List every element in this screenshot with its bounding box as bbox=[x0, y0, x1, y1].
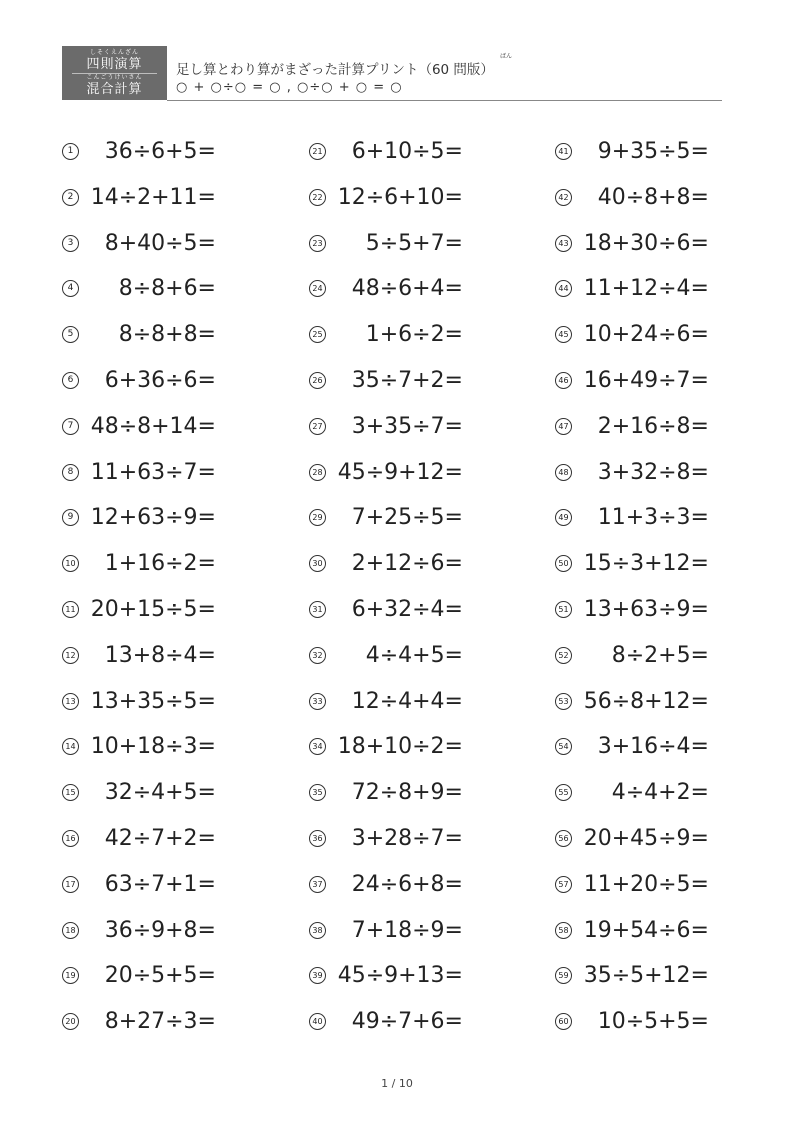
badge-bottom-ruby: こんごうけいさん bbox=[86, 74, 143, 81]
problem-expression: 4÷4+5= bbox=[365, 642, 463, 668]
problem-item bbox=[555, 916, 715, 946]
problem-number: 44 bbox=[555, 280, 572, 297]
problem-expression: 3+28÷7= bbox=[351, 826, 463, 851]
problem-number: 45 bbox=[555, 326, 572, 343]
problem-number: 33 bbox=[309, 693, 326, 710]
problem-item bbox=[309, 320, 469, 350]
problem-number: 38 bbox=[309, 922, 326, 939]
badge-bottom-label: 混合計算 bbox=[86, 82, 143, 97]
problem-expression: 8+40÷5= bbox=[104, 230, 216, 256]
problem-number: 60 bbox=[555, 1013, 572, 1030]
problem-number: 2 bbox=[62, 189, 79, 206]
problem-number: 17 bbox=[62, 876, 79, 893]
problem-expression: 3+16÷4= bbox=[597, 734, 709, 760]
problem-expression: 15÷3+12= bbox=[583, 551, 709, 577]
problem-item bbox=[62, 320, 222, 350]
problem-number: 15 bbox=[62, 784, 79, 801]
problem-expression: 19+54÷6= bbox=[583, 917, 709, 943]
problem-expression: 18+30÷6= bbox=[583, 230, 709, 256]
problem-expression: 20÷5+5= bbox=[104, 963, 216, 989]
problem-item bbox=[555, 320, 715, 350]
problem-item bbox=[309, 549, 469, 579]
problem-item bbox=[309, 595, 469, 625]
problem-item bbox=[309, 412, 469, 442]
problem-number: 20 bbox=[62, 1013, 79, 1030]
problem-number: 5 bbox=[62, 326, 79, 343]
problem-expression: 72÷8+9= bbox=[351, 780, 463, 806]
problem-item bbox=[555, 687, 715, 717]
problem-number: 31 bbox=[309, 601, 326, 618]
problem-item bbox=[555, 503, 715, 533]
problem-number: 48 bbox=[555, 464, 572, 481]
problem-expression: 1+6÷2= bbox=[365, 322, 463, 348]
page-subtitle: ○ + ○÷○ = ○ , ○÷○ + ○ = ○ bbox=[176, 80, 403, 95]
problem-expression: 8÷8+8= bbox=[118, 322, 216, 348]
problem-expression: 14÷2+11= bbox=[90, 184, 216, 210]
problem-expression: 13+8÷4= bbox=[104, 642, 216, 668]
problem-number: 12 bbox=[62, 647, 79, 664]
category-badge bbox=[62, 46, 167, 100]
problem-number: 18 bbox=[62, 922, 79, 939]
problem-expression: 12+63÷9= bbox=[90, 505, 216, 531]
problem-item bbox=[62, 595, 222, 625]
problem-item bbox=[62, 824, 222, 854]
problem-item bbox=[62, 961, 222, 991]
problem-number: 57 bbox=[555, 876, 572, 893]
problem-number: 29 bbox=[309, 509, 326, 526]
problem-number: 10 bbox=[62, 555, 79, 572]
problem-number: 3 bbox=[62, 235, 79, 252]
problem-number: 52 bbox=[555, 647, 572, 664]
problem-item bbox=[309, 961, 469, 991]
problem-expression: 6+32÷4= bbox=[351, 597, 463, 622]
problem-expression: 18+10÷2= bbox=[337, 734, 463, 760]
problem-item bbox=[309, 732, 469, 762]
title-ruby: ばん bbox=[500, 53, 513, 60]
problem-item bbox=[309, 916, 469, 946]
problem-expression: 10+18÷3= bbox=[90, 734, 216, 760]
problem-expression: 12÷6+10= bbox=[337, 184, 463, 210]
problem-number: 40 bbox=[309, 1013, 326, 1030]
problem-item bbox=[555, 1007, 715, 1037]
problem-expression: 7+25÷5= bbox=[351, 505, 463, 531]
problem-expression: 6+36÷6= bbox=[104, 368, 216, 393]
problem-expression: 13+63÷9= bbox=[583, 597, 709, 622]
problem-item bbox=[555, 229, 715, 259]
problem-expression: 48÷6+4= bbox=[351, 276, 463, 302]
problem-number: 7 bbox=[62, 418, 79, 435]
problem-expression: 16+49÷7= bbox=[583, 368, 709, 393]
problem-expression: 24÷6+8= bbox=[351, 871, 463, 897]
problem-item bbox=[555, 778, 715, 808]
problem-item bbox=[309, 229, 469, 259]
badge-top-ruby: しそくえんざん bbox=[89, 49, 139, 56]
page-number: 1 / 10 bbox=[381, 1077, 413, 1090]
problem-item bbox=[555, 824, 715, 854]
problem-expression: 35÷7+2= bbox=[351, 368, 463, 393]
problem-expression: 11+20÷5= bbox=[583, 871, 709, 897]
problem-item bbox=[62, 503, 222, 533]
problem-item bbox=[309, 183, 469, 213]
problem-item bbox=[555, 274, 715, 304]
problem-item bbox=[309, 274, 469, 304]
problem-expression: 12÷4+4= bbox=[351, 688, 463, 714]
problem-number: 43 bbox=[555, 235, 572, 252]
problem-number: 37 bbox=[309, 876, 326, 893]
problem-item bbox=[555, 137, 715, 167]
problem-number: 32 bbox=[309, 647, 326, 664]
problem-item bbox=[62, 687, 222, 717]
problem-item bbox=[309, 1007, 469, 1037]
problem-expression: 7+18÷9= bbox=[351, 917, 463, 943]
problem-expression: 2+12÷6= bbox=[351, 551, 463, 577]
problem-expression: 20+15÷5= bbox=[90, 597, 216, 622]
problem-item bbox=[555, 549, 715, 579]
problem-number: 41 bbox=[555, 143, 572, 160]
problem-number: 13 bbox=[62, 693, 79, 710]
problem-number: 34 bbox=[309, 738, 326, 755]
problem-item bbox=[62, 458, 222, 488]
problem-number: 1 bbox=[62, 143, 79, 160]
problem-expression: 8÷2+5= bbox=[611, 642, 709, 668]
problem-expression: 49÷7+6= bbox=[351, 1009, 463, 1035]
problem-item bbox=[309, 778, 469, 808]
problem-item bbox=[555, 366, 715, 396]
problem-item bbox=[62, 1007, 222, 1037]
problem-expression: 10+24÷6= bbox=[583, 322, 709, 348]
problem-expression: 40÷8+8= bbox=[597, 184, 709, 210]
problem-item bbox=[62, 229, 222, 259]
problem-item bbox=[309, 870, 469, 900]
problem-number: 23 bbox=[309, 235, 326, 252]
problem-item bbox=[309, 687, 469, 717]
problem-item bbox=[555, 641, 715, 671]
problem-number: 47 bbox=[555, 418, 572, 435]
problem-item bbox=[309, 366, 469, 396]
problem-item bbox=[62, 412, 222, 442]
problem-expression: 32÷4+5= bbox=[104, 780, 216, 806]
problem-number: 14 bbox=[62, 738, 79, 755]
problem-number: 35 bbox=[309, 784, 326, 801]
problem-item bbox=[62, 870, 222, 900]
problem-item bbox=[62, 137, 222, 167]
problem-number: 11 bbox=[62, 601, 79, 618]
problem-number: 56 bbox=[555, 830, 572, 847]
problem-number: 36 bbox=[309, 830, 326, 847]
problem-expression: 4÷4+2= bbox=[611, 780, 709, 806]
problem-number: 28 bbox=[309, 464, 326, 481]
problem-number: 4 bbox=[62, 280, 79, 297]
problem-expression: 11+63÷7= bbox=[90, 459, 216, 485]
problem-item bbox=[309, 137, 469, 167]
problem-expression: 11+12÷4= bbox=[583, 276, 709, 302]
problem-number: 27 bbox=[309, 418, 326, 435]
problem-number: 30 bbox=[309, 555, 326, 572]
problem-expression: 5÷5+7= bbox=[365, 230, 463, 256]
problem-item bbox=[62, 549, 222, 579]
problem-number: 46 bbox=[555, 372, 572, 389]
problem-number: 19 bbox=[62, 967, 79, 984]
problem-number: 16 bbox=[62, 830, 79, 847]
problem-number: 50 bbox=[555, 555, 572, 572]
problem-item bbox=[62, 732, 222, 762]
problem-item bbox=[62, 274, 222, 304]
problem-item bbox=[62, 778, 222, 808]
problem-number: 58 bbox=[555, 922, 572, 939]
problem-number: 55 bbox=[555, 784, 572, 801]
problem-number: 9 bbox=[62, 509, 79, 526]
problem-number: 51 bbox=[555, 601, 572, 618]
problem-number: 6 bbox=[62, 372, 79, 389]
badge-top-label: 四則演算 bbox=[86, 57, 143, 72]
problem-expression: 8+27÷3= bbox=[104, 1009, 216, 1035]
problem-item bbox=[555, 412, 715, 442]
problem-expression: 13+35÷5= bbox=[90, 688, 216, 714]
problem-expression: 36÷6+5= bbox=[104, 139, 216, 164]
problem-item bbox=[62, 366, 222, 396]
problem-expression: 56÷8+12= bbox=[583, 688, 709, 714]
problem-expression: 9+35÷5= bbox=[597, 139, 709, 164]
problem-expression: 48÷8+14= bbox=[90, 413, 216, 439]
problem-expression: 6+10÷5= bbox=[351, 139, 463, 164]
problem-expression: 42÷7+2= bbox=[104, 826, 216, 851]
page-title: 足し算とわり算がまざった計算プリント（60 問版） bbox=[176, 62, 494, 78]
problem-expression: 45÷9+13= bbox=[337, 963, 463, 989]
problem-expression: 2+16÷8= bbox=[597, 413, 709, 439]
problem-item bbox=[555, 458, 715, 488]
problem-expression: 45÷9+12= bbox=[337, 459, 463, 485]
problem-item bbox=[555, 870, 715, 900]
problem-expression: 1+16÷2= bbox=[104, 551, 216, 577]
problem-number: 21 bbox=[309, 143, 326, 160]
problem-expression: 3+35÷7= bbox=[351, 413, 463, 439]
problem-number: 42 bbox=[555, 189, 572, 206]
problem-expression: 36÷9+8= bbox=[104, 917, 216, 943]
problem-expression: 63÷7+1= bbox=[104, 871, 216, 897]
problem-item bbox=[555, 732, 715, 762]
problem-item bbox=[62, 916, 222, 946]
problem-number: 25 bbox=[309, 326, 326, 343]
problem-expression: 20+45÷9= bbox=[583, 826, 709, 851]
problem-expression: 35÷5+12= bbox=[583, 963, 709, 989]
problem-item bbox=[555, 183, 715, 213]
problem-number: 39 bbox=[309, 967, 326, 984]
problem-number: 53 bbox=[555, 693, 572, 710]
problem-expression: 11+3÷3= bbox=[597, 505, 709, 531]
problem-item bbox=[309, 641, 469, 671]
problem-expression: 8÷8+6= bbox=[118, 276, 216, 302]
problem-expression: 10÷5+5= bbox=[597, 1009, 709, 1035]
problem-number: 24 bbox=[309, 280, 326, 297]
problem-item bbox=[309, 503, 469, 533]
problem-item bbox=[62, 641, 222, 671]
problem-item bbox=[309, 824, 469, 854]
problem-item bbox=[555, 961, 715, 991]
problem-number: 54 bbox=[555, 738, 572, 755]
problem-number: 22 bbox=[309, 189, 326, 206]
problem-item bbox=[62, 183, 222, 213]
problem-item bbox=[555, 595, 715, 625]
problem-number: 26 bbox=[309, 372, 326, 389]
problem-item bbox=[309, 458, 469, 488]
problem-expression: 3+32÷8= bbox=[597, 459, 709, 485]
problem-number: 59 bbox=[555, 967, 572, 984]
problem-number: 8 bbox=[62, 464, 79, 481]
problem-number: 49 bbox=[555, 509, 572, 526]
header-rule bbox=[167, 100, 722, 101]
